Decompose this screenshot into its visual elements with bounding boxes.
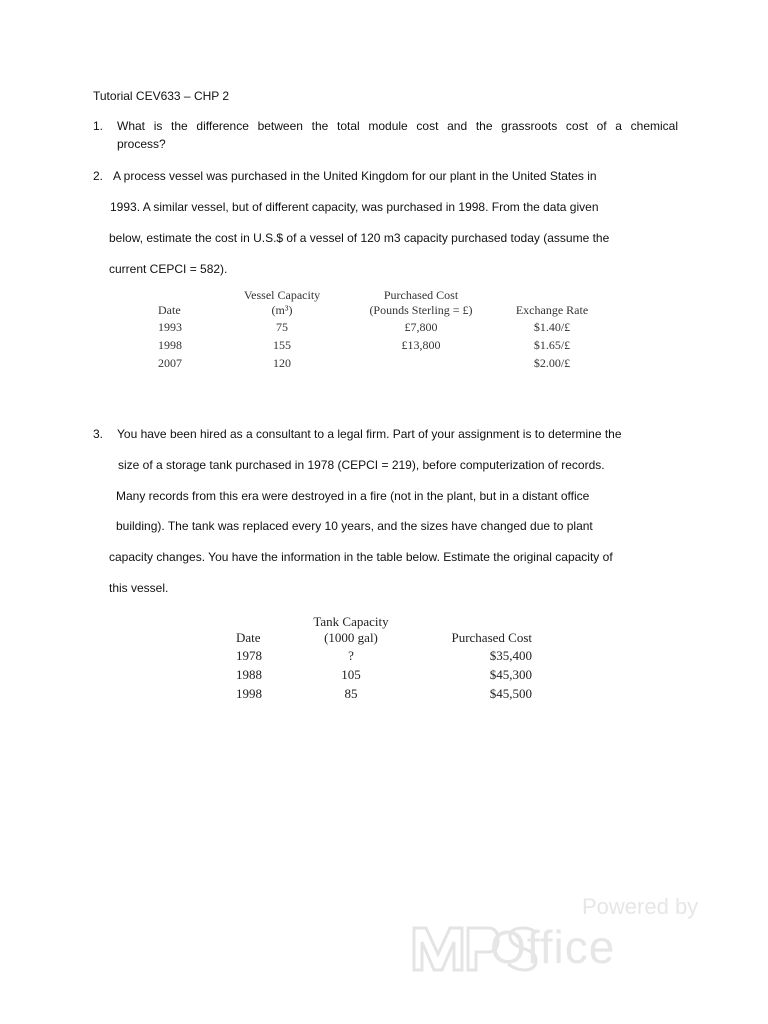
table-cell: £13,800 — [401, 338, 441, 352]
header-date: Date — [236, 630, 261, 645]
table-row — [152, 318, 608, 336]
question-2-line-1: A process vessel was purchased in the United Kingdom for our plant in the United States in — [113, 169, 597, 183]
question-3-line-1: You have been hired as a consultant to a legal firm. Part of your assignment is to determine the — [117, 427, 622, 441]
table-row — [230, 684, 538, 703]
table-header-row — [152, 303, 608, 318]
table-cell: 1993 — [158, 320, 182, 334]
table-header-row-top — [230, 614, 538, 630]
table-header-row-top — [152, 288, 608, 303]
table-cell: 1978 — [236, 648, 262, 663]
table-cell: $2.00/£ — [533, 356, 571, 370]
table-cell: $1.65/£ — [533, 338, 571, 352]
table-row — [230, 646, 538, 665]
question-2-line-4: current CEPCI = 582). — [109, 262, 228, 276]
table-cell: $45,500 — [489, 686, 532, 701]
table-cell: 155 — [273, 338, 291, 352]
table-cell: $35,400 — [489, 648, 532, 663]
question-3-line-5: capacity changes. You have the information in the table below. Estimate the original capacity of — [109, 550, 613, 564]
document-title: Tutorial CEV633 – CHP 2 — [93, 89, 230, 103]
header-date: Date — [158, 303, 181, 317]
header-exchange-rate: Exchange Rate — [515, 303, 589, 317]
table-cell: 1988 — [236, 667, 262, 682]
question-2-line-2: 1993. A similar vessel, but of different capacity, was purchased in 1998. From the data given — [110, 200, 599, 214]
header-tank-capacity-top: Tank Capacity — [313, 614, 389, 629]
header-cost-unit: (Pounds Sterling = £) — [369, 303, 473, 317]
table-cell: 85 — [344, 686, 358, 701]
header-date-top — [152, 288, 218, 303]
header-rate-top — [496, 288, 608, 303]
table-cell: 105 — [341, 667, 361, 682]
question-2-line-3: below, estimate the cost in U.S.$ of a vessel of 120 m3 capacity purchased today (assume the — [109, 231, 610, 245]
header-date-top — [230, 614, 286, 630]
header-cost-top: Purchased Cost — [383, 288, 459, 302]
table-cell: ? — [348, 648, 354, 663]
header-capacity-unit: (m³) — [271, 303, 293, 317]
table-row — [152, 336, 608, 354]
question-1-line-2: process? — [117, 137, 166, 151]
table-cell: 75 — [276, 320, 288, 334]
header-purchased-cost: Purchased Cost — [451, 630, 532, 645]
question-3-line-4: building). The tank was replaced every 10 years, and the sizes have changed due to plant — [116, 519, 593, 533]
table-cell — [346, 354, 496, 372]
question-3-line-2: size of a storage tank purchased in 1978 (CEPCI = 219), before computerization of records. — [118, 458, 605, 472]
table-cell: £7,800 — [404, 320, 438, 334]
question-1-line-1: What is the difference between the total module cost and the grassroots cost of a chemical — [117, 119, 678, 133]
question-2-number: 2. — [93, 169, 104, 183]
table-cell: 2007 — [158, 356, 182, 370]
table-cell: 120 — [273, 356, 291, 370]
table-cell: $1.40/£ — [533, 320, 571, 334]
vessel-cost-table — [152, 288, 608, 372]
header-capacity-top: Vessel Capacity — [243, 288, 321, 302]
watermark-powered-by: Powered by — [582, 894, 699, 919]
table-row — [230, 665, 538, 684]
watermark-brand: Office — [490, 921, 616, 973]
header-tank-capacity-unit: (1000 gal) — [324, 630, 378, 645]
header-cost-top — [416, 614, 538, 630]
question-3-number: 3. — [93, 427, 104, 441]
table-row — [152, 354, 608, 372]
question-1-number: 1. — [93, 119, 104, 133]
table-cell: $45,300 — [489, 667, 532, 682]
table-cell: 1998 — [158, 338, 182, 352]
question-3-line-3: Many records from this era were destroyed in a fire (not in the plant, but in a distant office — [116, 489, 590, 503]
table-header-row — [230, 630, 538, 646]
tank-cost-table — [230, 614, 538, 703]
question-3-line-6: this vessel. — [109, 581, 169, 595]
table-cell: 1998 — [236, 686, 262, 701]
